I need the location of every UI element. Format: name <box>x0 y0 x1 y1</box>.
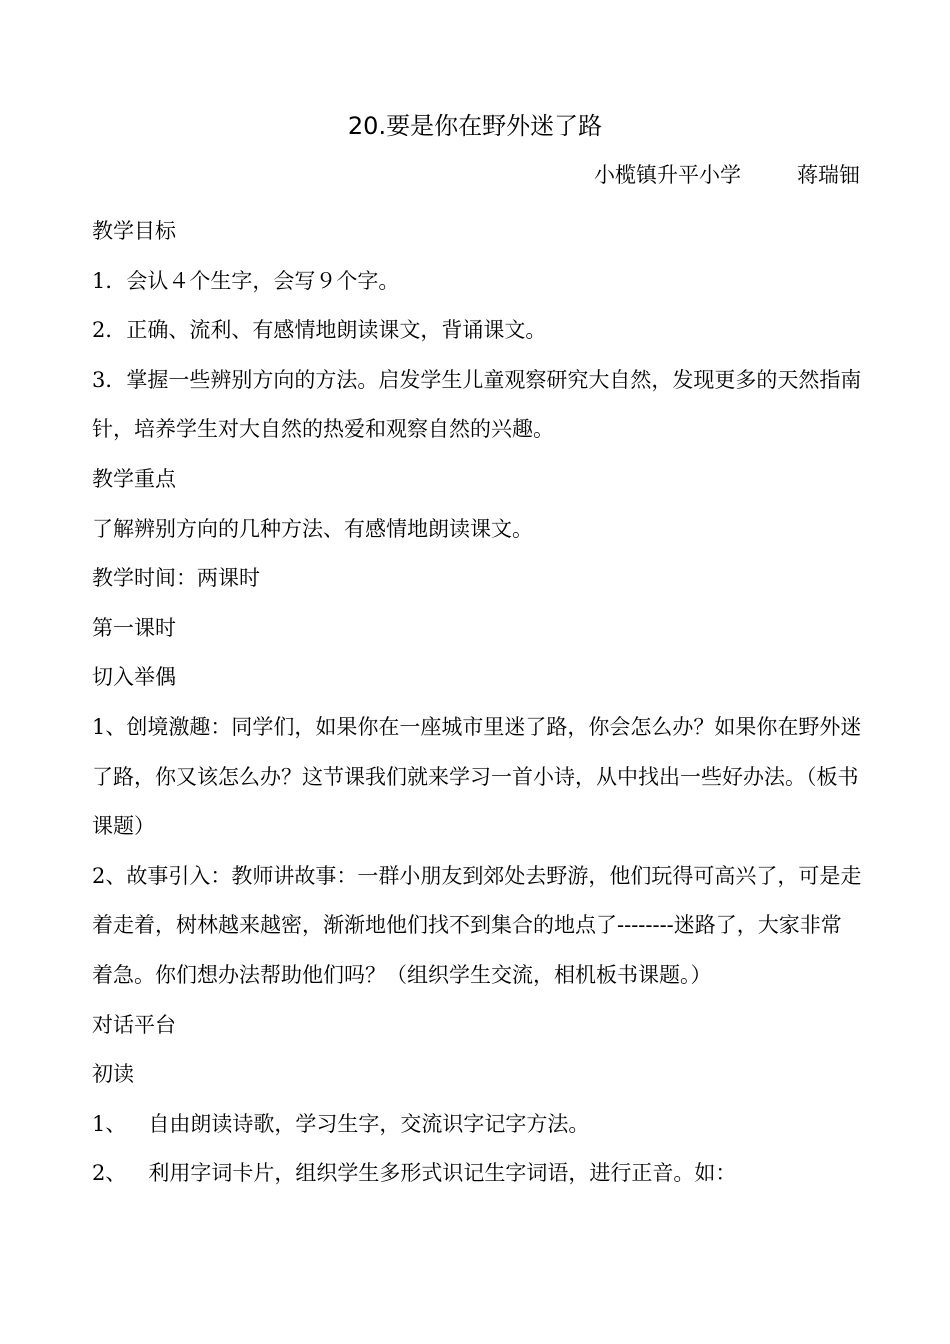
intro-step-2: 2、故事引入：教师讲故事：一群小朋友到郊处去野游，他们玩得可高兴了，可是走着走着，树林越来越密，渐渐地他们找不到集合的地点了--------迷路了，大家非常着急。你们想办法帮助他们吗？（组织学生交流，相机板书课题。） <box>92 863 862 987</box>
heading-intro: 切入举偶 <box>92 665 176 690</box>
list-item <box>92 1149 862 1199</box>
list-marker: 1、 <box>92 1111 127 1136</box>
heading-first-lesson: 第一课时 <box>92 615 176 640</box>
heading-first-reading: 初读 <box>92 1062 134 1087</box>
author-line <box>594 158 860 192</box>
intro-step-1: 1、创境激趣：同学们，如果你在一座城市里迷了路，你会怎么办？如果你在野外迷了路，你又该怎么办？这节课我们就来学习一首小诗，从中找出一些好办法。（板书课题） <box>92 714 862 839</box>
list-text: 利用字词卡片，组织学生多形式识记生字词语，进行正音。如： <box>148 1161 737 1186</box>
heading-teaching-focus: 教学重点 <box>92 466 176 491</box>
document-body <box>92 207 862 1199</box>
document-title: 20.要是你在野外迷了路 <box>347 112 603 140</box>
goal-3: 3．掌握一些辨别方向的方法。启发学生儿童观察研究大自然，发现更多的天然指南针，培养学生对大自然的热爱和观察自然的兴趣。 <box>92 367 862 442</box>
heading-teaching-goals: 教学目标 <box>92 219 176 243</box>
goal-2: 2．正确、流利、有感情地朗读课文，背诵课文。 <box>92 318 547 343</box>
goal-1: 1．会认４个生字，会写９个字。 <box>92 268 400 293</box>
school-name: 小榄镇升平小学 <box>594 163 741 187</box>
heading-dialogue-platform: 对话平台 <box>92 1012 176 1037</box>
teaching-time: 教学时间：两课时 <box>92 566 260 591</box>
author-name: 蒋瑞钿 <box>797 163 860 187</box>
list-item <box>92 1100 862 1150</box>
focus-text: 了解辨别方向的几种方法、有感情地朗读课文。 <box>92 516 533 541</box>
list-marker: 2、 <box>92 1161 127 1186</box>
list-text: 自由朗读诗歌，学习生字，交流识字记字方法。 <box>148 1111 590 1136</box>
